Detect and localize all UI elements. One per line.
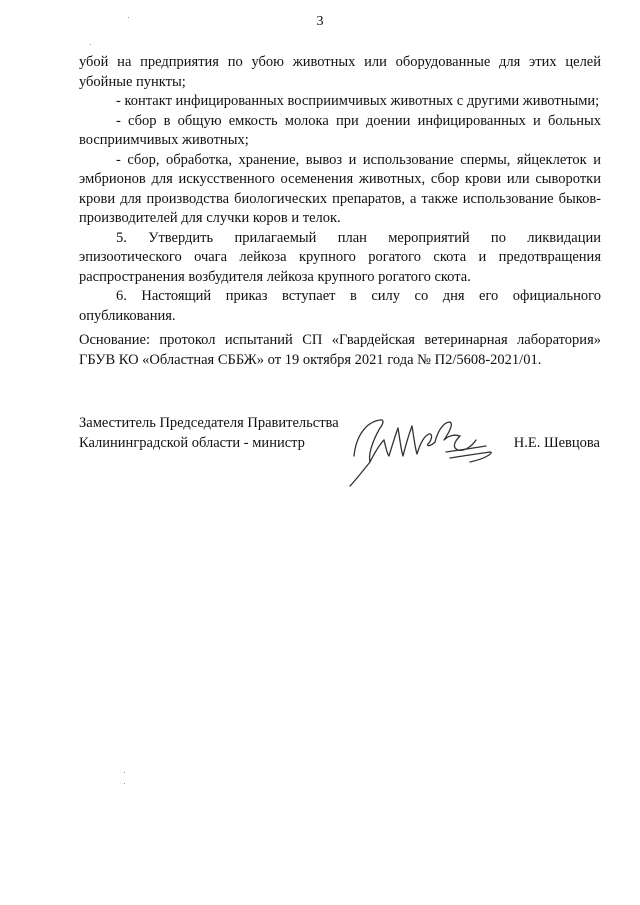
document-body	[79, 53, 601, 326]
body-paragraph: 6. Настоящий приказ вступает в силу со дня его официального опубликования.	[79, 288, 601, 324]
signatory-position	[79, 414, 339, 453]
body-paragraph: убой на предприятия по убою животных или оборудованные для этих целей убойные пункты;	[79, 54, 601, 90]
basis-note: Основание: протокол испытаний СП «Гвардейская ветеринарная лаборатория» ГБУВ КО «Областная СББЖ» от 19 октября 2021 года № П2/5608-2021/01.	[79, 332, 601, 368]
handwritten-signature	[340, 400, 500, 488]
body-paragraph: - контакт инфицированных восприимчивых животных с другими животными;	[116, 93, 600, 109]
scan-speck	[124, 783, 125, 784]
signer-name: Н.Е. Шевцова	[513, 435, 600, 451]
body-paragraph: - сбор, обработка, хранение, вывоз и использование спермы, яйцеклеток и эмбрионов для искусственного осеменения животных, сбор крови или сыворотки крови для производства биологических препаратов, а также использование быков-производителей для случки коров и телок.	[79, 151, 601, 226]
signatory-position-line: Калининградской области - министр	[79, 434, 305, 451]
body-paragraph: 5. Утвердить прилагаемый план мероприятий по ликвидации эпизоотического очага лейкоза крупного рогатого скота и предотвращения распространения возбудителя лейкоза крупного рогатого скота.	[79, 229, 601, 285]
scan-speck	[90, 44, 91, 45]
body-paragraph: - сбор в общую емкость молока при доении инфицированных и больных восприимчивых животных;	[79, 112, 601, 148]
scan-speck	[128, 17, 129, 18]
scan-speck	[124, 772, 125, 773]
signatory-position-line: Заместитель Председателя Правительства	[79, 415, 339, 431]
page-number: 3	[316, 14, 324, 29]
